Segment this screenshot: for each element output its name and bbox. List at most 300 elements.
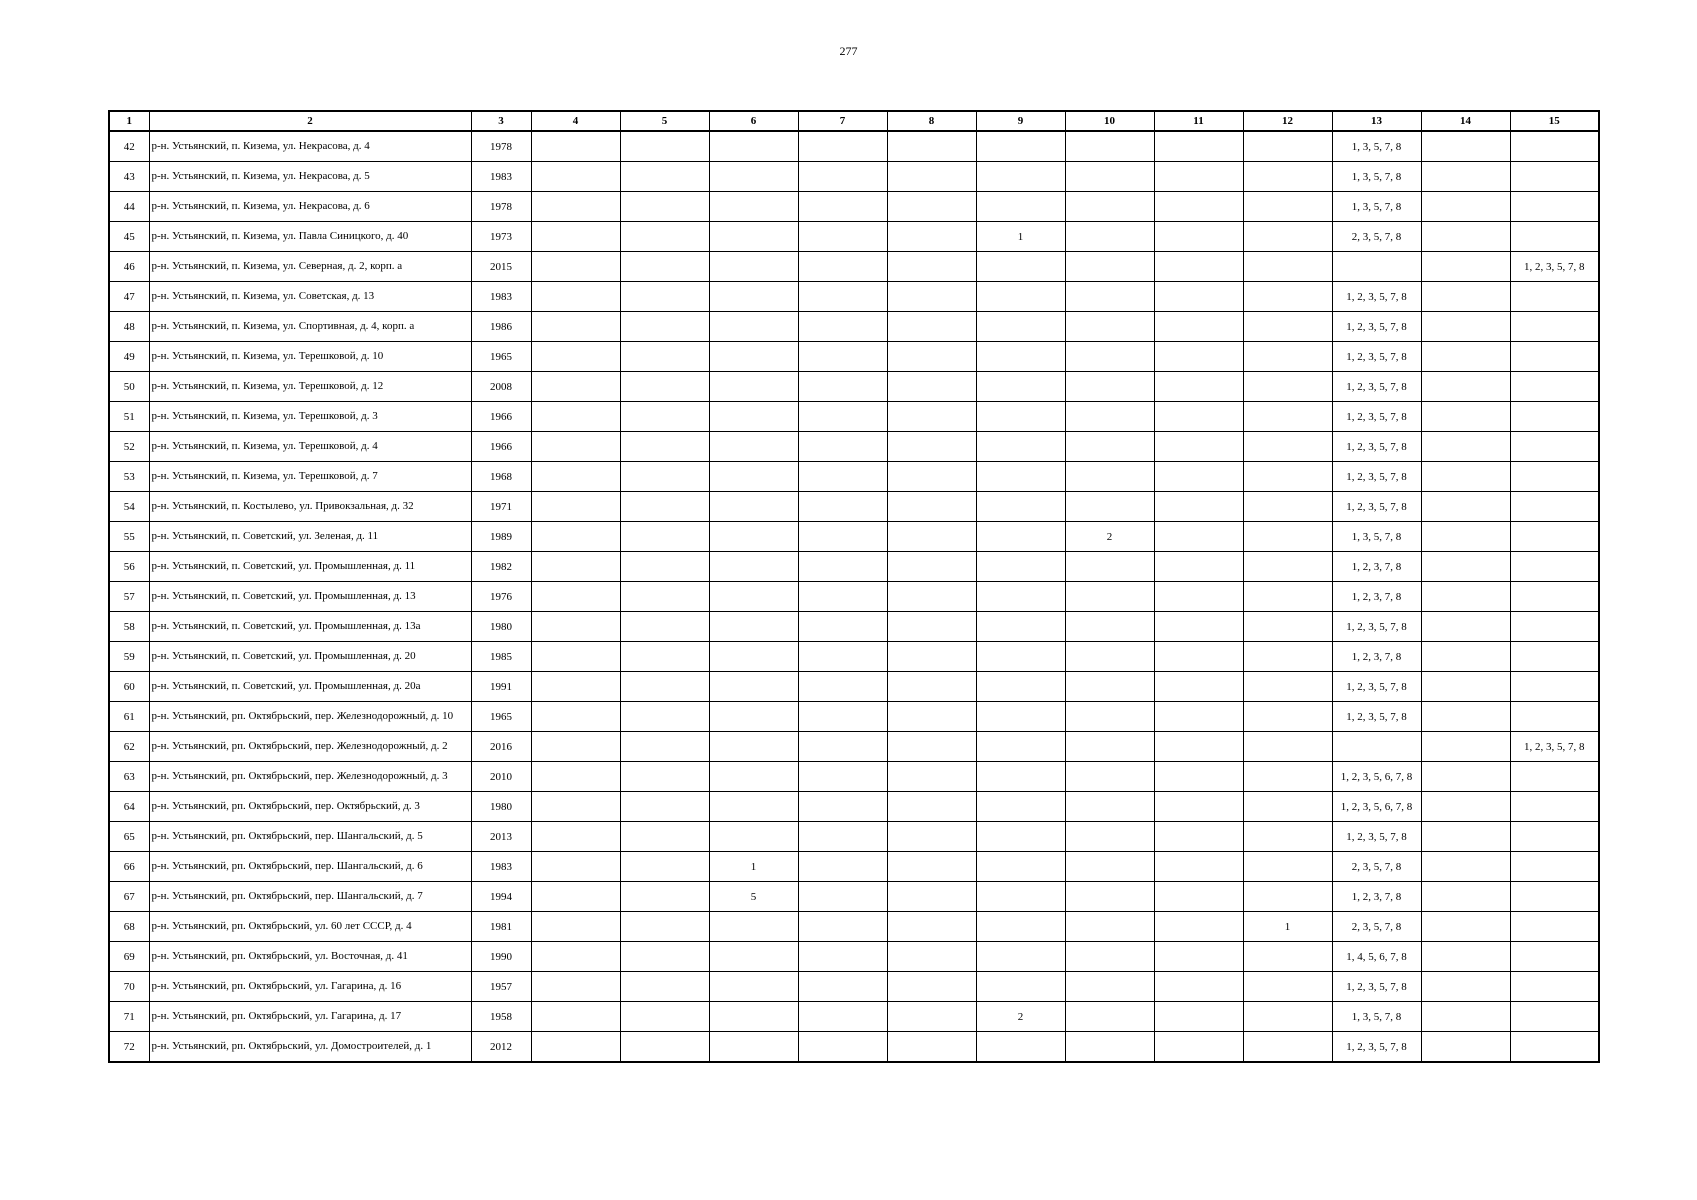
cell-col-11 — [1154, 882, 1243, 912]
cell-col-12 — [1243, 342, 1332, 372]
cell-col-8 — [887, 612, 976, 642]
cell-col-15 — [1510, 882, 1599, 912]
cell-col-6 — [709, 582, 798, 612]
cell-col-14 — [1421, 672, 1510, 702]
cell-col-11 — [1154, 672, 1243, 702]
row-number-cell: 55 — [109, 522, 149, 552]
cell-col-6 — [709, 372, 798, 402]
cell-col-13: 1, 2, 3, 5, 7, 8 — [1332, 822, 1421, 852]
cell-col-12 — [1243, 282, 1332, 312]
table-row — [109, 912, 1599, 942]
address-cell: р-н. Устьянский, рп. Октябрьский, пер. Железнодорожный, д. 10 — [149, 702, 471, 732]
cell-col-9 — [976, 432, 1065, 462]
row-number-cell: 61 — [109, 702, 149, 732]
cell-col-6 — [709, 131, 798, 162]
cell-col-10 — [1065, 222, 1154, 252]
cell-col-13: 1, 2, 3, 5, 7, 8 — [1332, 492, 1421, 522]
cell-col-13: 1, 2, 3, 7, 8 — [1332, 642, 1421, 672]
cell-col-5 — [620, 642, 709, 672]
cell-col-14 — [1421, 342, 1510, 372]
cell-col-15 — [1510, 162, 1599, 192]
table-row — [109, 552, 1599, 582]
year-cell: 1983 — [471, 282, 531, 312]
cell-col-15 — [1510, 1002, 1599, 1032]
table-row — [109, 162, 1599, 192]
cell-col-10 — [1065, 582, 1154, 612]
cell-col-12 — [1243, 312, 1332, 342]
cell-col-12 — [1243, 792, 1332, 822]
cell-col-10 — [1065, 762, 1154, 792]
cell-col-10 — [1065, 672, 1154, 702]
cell-col-13: 1, 2, 3, 5, 7, 8 — [1332, 402, 1421, 432]
cell-col-8 — [887, 702, 976, 732]
cell-col-9 — [976, 762, 1065, 792]
cell-col-8 — [887, 642, 976, 672]
cell-col-8 — [887, 672, 976, 702]
cell-col-10 — [1065, 612, 1154, 642]
cell-col-7 — [798, 972, 887, 1002]
cell-col-6 — [709, 342, 798, 372]
year-cell: 1966 — [471, 402, 531, 432]
row-number-cell: 48 — [109, 312, 149, 342]
cell-col-9 — [976, 612, 1065, 642]
cell-col-4 — [531, 672, 620, 702]
cell-col-13: 1, 2, 3, 5, 7, 8 — [1332, 342, 1421, 372]
cell-col-10 — [1065, 312, 1154, 342]
cell-col-12 — [1243, 162, 1332, 192]
cell-col-10 — [1065, 162, 1154, 192]
table-row — [109, 792, 1599, 822]
cell-col-8 — [887, 432, 976, 462]
table-row — [109, 402, 1599, 432]
cell-col-15 — [1510, 612, 1599, 642]
cell-col-15 — [1510, 852, 1599, 882]
address-cell: р-н. Устьянский, п. Кизема, ул. Некрасова, д. 4 — [149, 131, 471, 162]
cell-col-9 — [976, 852, 1065, 882]
year-cell: 1983 — [471, 852, 531, 882]
cell-col-13: 1, 2, 3, 5, 7, 8 — [1332, 702, 1421, 732]
cell-col-10 — [1065, 792, 1154, 822]
cell-col-6 — [709, 432, 798, 462]
cell-col-5 — [620, 942, 709, 972]
year-cell: 1983 — [471, 162, 531, 192]
row-number-cell: 51 — [109, 402, 149, 432]
cell-col-14 — [1421, 162, 1510, 192]
cell-col-14 — [1421, 762, 1510, 792]
cell-col-7 — [798, 282, 887, 312]
cell-col-10 — [1065, 552, 1154, 582]
cell-col-14 — [1421, 822, 1510, 852]
cell-col-14 — [1421, 552, 1510, 582]
cell-col-15 — [1510, 972, 1599, 1002]
cell-col-14 — [1421, 492, 1510, 522]
cell-col-12 — [1243, 462, 1332, 492]
cell-col-10 — [1065, 192, 1154, 222]
table-row — [109, 972, 1599, 1002]
row-number-cell: 70 — [109, 972, 149, 1002]
cell-col-11 — [1154, 492, 1243, 522]
cell-col-11 — [1154, 342, 1243, 372]
year-cell: 1989 — [471, 522, 531, 552]
address-cell: р-н. Устьянский, рп. Октябрьский, пер. Шангальский, д. 5 — [149, 822, 471, 852]
cell-col-8 — [887, 912, 976, 942]
cell-col-10 — [1065, 492, 1154, 522]
cell-col-8 — [887, 882, 976, 912]
column-header: 10 — [1065, 111, 1154, 131]
cell-col-9 — [976, 252, 1065, 282]
year-cell: 1976 — [471, 582, 531, 612]
table-row — [109, 612, 1599, 642]
cell-col-10 — [1065, 252, 1154, 282]
cell-col-5 — [620, 822, 709, 852]
cell-col-5 — [620, 372, 709, 402]
cell-col-7 — [798, 162, 887, 192]
address-cell: р-н. Устьянский, п. Костылево, ул. Привокзальная, д. 32 — [149, 492, 471, 522]
cell-col-7 — [798, 852, 887, 882]
cell-col-14 — [1421, 222, 1510, 252]
cell-col-4 — [531, 1002, 620, 1032]
cell-col-8 — [887, 1002, 976, 1032]
cell-col-9 — [976, 342, 1065, 372]
cell-col-12 — [1243, 852, 1332, 882]
cell-col-13: 1, 3, 5, 7, 8 — [1332, 1002, 1421, 1032]
cell-col-13: 1, 2, 3, 5, 6, 7, 8 — [1332, 792, 1421, 822]
cell-col-12 — [1243, 402, 1332, 432]
cell-col-9 — [976, 822, 1065, 852]
cell-col-9 — [976, 192, 1065, 222]
table-row — [109, 582, 1599, 612]
cell-col-9 — [976, 492, 1065, 522]
cell-col-5 — [620, 1002, 709, 1032]
table-row — [109, 522, 1599, 552]
cell-col-15 — [1510, 552, 1599, 582]
cell-col-5 — [620, 882, 709, 912]
cell-col-15 — [1510, 312, 1599, 342]
year-cell: 1957 — [471, 972, 531, 1002]
year-cell: 1985 — [471, 642, 531, 672]
cell-col-10 — [1065, 912, 1154, 942]
cell-col-6 — [709, 1002, 798, 1032]
cell-col-4 — [531, 162, 620, 192]
cell-col-15 — [1510, 792, 1599, 822]
cell-col-9 — [976, 282, 1065, 312]
cell-col-7 — [798, 672, 887, 702]
cell-col-6 — [709, 702, 798, 732]
row-number-cell: 52 — [109, 432, 149, 462]
cell-col-12 — [1243, 492, 1332, 522]
cell-col-14 — [1421, 732, 1510, 762]
column-header: 12 — [1243, 111, 1332, 131]
year-cell: 1966 — [471, 432, 531, 462]
address-cell: р-н. Устьянский, п. Кизема, ул. Терешковой, д. 3 — [149, 402, 471, 432]
row-number-cell: 47 — [109, 282, 149, 312]
cell-col-7 — [798, 492, 887, 522]
cell-col-4 — [531, 222, 620, 252]
cell-col-14 — [1421, 462, 1510, 492]
header-row — [109, 111, 1599, 131]
cell-col-12 — [1243, 882, 1332, 912]
row-number-cell: 49 — [109, 342, 149, 372]
cell-col-13: 1, 3, 5, 7, 8 — [1332, 522, 1421, 552]
year-cell: 2012 — [471, 1032, 531, 1063]
cell-col-15 — [1510, 222, 1599, 252]
address-cell: р-н. Устьянский, п. Кизема, ул. Некрасова, д. 5 — [149, 162, 471, 192]
column-header: 2 — [149, 111, 471, 131]
cell-col-8 — [887, 792, 976, 822]
cell-col-7 — [798, 462, 887, 492]
column-header: 7 — [798, 111, 887, 131]
address-cell: р-н. Устьянский, рп. Октябрьский, ул. Домостроителей, д. 1 — [149, 1032, 471, 1063]
cell-col-15 — [1510, 402, 1599, 432]
cell-col-9 — [976, 402, 1065, 432]
cell-col-12 — [1243, 432, 1332, 462]
cell-col-6 — [709, 642, 798, 672]
column-header: 15 — [1510, 111, 1599, 131]
cell-col-9: 1 — [976, 222, 1065, 252]
table-row — [109, 252, 1599, 282]
row-number-cell: 72 — [109, 1032, 149, 1063]
year-cell: 2008 — [471, 372, 531, 402]
cell-col-11 — [1154, 912, 1243, 942]
cell-col-9 — [976, 912, 1065, 942]
cell-col-5 — [620, 762, 709, 792]
year-cell: 2010 — [471, 762, 531, 792]
year-cell: 1971 — [471, 492, 531, 522]
cell-col-6 — [709, 972, 798, 1002]
cell-col-6 — [709, 552, 798, 582]
cell-col-6 — [709, 732, 798, 762]
cell-col-15 — [1510, 282, 1599, 312]
address-cell: р-н. Устьянский, п. Кизема, ул. Павла Синицкого, д. 40 — [149, 222, 471, 252]
cell-col-4 — [531, 192, 620, 222]
cell-col-8 — [887, 402, 976, 432]
year-cell: 1968 — [471, 462, 531, 492]
row-number-cell: 62 — [109, 732, 149, 762]
cell-col-6 — [709, 312, 798, 342]
cell-col-7 — [798, 582, 887, 612]
row-number-cell: 68 — [109, 912, 149, 942]
cell-col-6 — [709, 282, 798, 312]
table-body — [109, 131, 1599, 1062]
cell-col-7 — [798, 912, 887, 942]
cell-col-5 — [620, 312, 709, 342]
address-cell: р-н. Устьянский, рп. Октябрьский, пер. Шангальский, д. 7 — [149, 882, 471, 912]
cell-col-7 — [798, 1032, 887, 1063]
cell-col-10 — [1065, 942, 1154, 972]
address-cell: р-н. Устьянский, рп. Октябрьский, пер. Железнодорожный, д. 3 — [149, 762, 471, 792]
row-number-cell: 42 — [109, 131, 149, 162]
cell-col-4 — [531, 732, 620, 762]
cell-col-11 — [1154, 792, 1243, 822]
table-row — [109, 672, 1599, 702]
cell-col-9 — [976, 312, 1065, 342]
cell-col-13: 1, 2, 3, 5, 6, 7, 8 — [1332, 762, 1421, 792]
cell-col-11 — [1154, 852, 1243, 882]
year-cell: 1965 — [471, 342, 531, 372]
cell-col-7 — [798, 312, 887, 342]
cell-col-12 — [1243, 372, 1332, 402]
cell-col-6: 5 — [709, 882, 798, 912]
cell-col-13: 1, 2, 3, 5, 7, 8 — [1332, 972, 1421, 1002]
cell-col-11 — [1154, 522, 1243, 552]
cell-col-8 — [887, 732, 976, 762]
cell-col-11 — [1154, 552, 1243, 582]
cell-col-13: 1, 2, 3, 7, 8 — [1332, 552, 1421, 582]
address-cell: р-н. Устьянский, рп. Октябрьский, ул. Гагарина, д. 17 — [149, 1002, 471, 1032]
cell-col-4 — [531, 792, 620, 822]
cell-col-12 — [1243, 582, 1332, 612]
cell-col-15: 1, 2, 3, 5, 7, 8 — [1510, 732, 1599, 762]
table-row — [109, 732, 1599, 762]
address-cell: р-н. Устьянский, п. Советский, ул. Промышленная, д. 13а — [149, 612, 471, 642]
column-header: 11 — [1154, 111, 1243, 131]
row-number-cell: 59 — [109, 642, 149, 672]
cell-col-8 — [887, 282, 976, 312]
cell-col-6 — [709, 522, 798, 552]
row-number-cell: 54 — [109, 492, 149, 522]
cell-col-13: 1, 2, 3, 5, 7, 8 — [1332, 282, 1421, 312]
cell-col-15 — [1510, 342, 1599, 372]
cell-col-7 — [798, 342, 887, 372]
cell-col-5 — [620, 582, 709, 612]
cell-col-13: 1, 4, 5, 6, 7, 8 — [1332, 942, 1421, 972]
cell-col-11 — [1154, 822, 1243, 852]
column-header: 8 — [887, 111, 976, 131]
table-row — [109, 462, 1599, 492]
table-row — [109, 131, 1599, 162]
address-cell: р-н. Устьянский, рп. Октябрьский, ул. Гагарина, д. 16 — [149, 972, 471, 1002]
cell-col-11 — [1154, 432, 1243, 462]
cell-col-11 — [1154, 612, 1243, 642]
cell-col-14 — [1421, 582, 1510, 612]
cell-col-7 — [798, 702, 887, 732]
year-cell: 1986 — [471, 312, 531, 342]
cell-col-14 — [1421, 612, 1510, 642]
cell-col-14 — [1421, 522, 1510, 552]
cell-col-14 — [1421, 882, 1510, 912]
cell-col-12 — [1243, 732, 1332, 762]
table-row — [109, 1032, 1599, 1063]
cell-col-12 — [1243, 1002, 1332, 1032]
table-row — [109, 1002, 1599, 1032]
cell-col-14 — [1421, 1002, 1510, 1032]
cell-col-15 — [1510, 582, 1599, 612]
table-row — [109, 882, 1599, 912]
cell-col-5 — [620, 732, 709, 762]
row-number-cell: 43 — [109, 162, 149, 192]
cell-col-15 — [1510, 672, 1599, 702]
cell-col-11 — [1154, 282, 1243, 312]
row-number-cell: 50 — [109, 372, 149, 402]
cell-col-9 — [976, 131, 1065, 162]
cell-col-5 — [620, 252, 709, 282]
cell-col-8 — [887, 162, 976, 192]
cell-col-13: 1, 2, 3, 5, 7, 8 — [1332, 672, 1421, 702]
cell-col-4 — [531, 522, 620, 552]
cell-col-6 — [709, 252, 798, 282]
cell-col-5 — [620, 131, 709, 162]
cell-col-13: 1, 2, 3, 7, 8 — [1332, 582, 1421, 612]
cell-col-7 — [798, 792, 887, 822]
cell-col-4 — [531, 612, 620, 642]
cell-col-6 — [709, 912, 798, 942]
cell-col-11 — [1154, 402, 1243, 432]
column-header: 6 — [709, 111, 798, 131]
year-cell: 1958 — [471, 1002, 531, 1032]
cell-col-12 — [1243, 131, 1332, 162]
cell-col-9 — [976, 792, 1065, 822]
cell-col-4 — [531, 282, 620, 312]
cell-col-7 — [798, 252, 887, 282]
cell-col-12 — [1243, 822, 1332, 852]
cell-col-10 — [1065, 372, 1154, 402]
cell-col-6 — [709, 492, 798, 522]
cell-col-4 — [531, 432, 620, 462]
cell-col-4 — [531, 492, 620, 522]
cell-col-9 — [976, 372, 1065, 402]
table-row — [109, 702, 1599, 732]
cell-col-12 — [1243, 612, 1332, 642]
cell-col-9 — [976, 522, 1065, 552]
cell-col-11 — [1154, 162, 1243, 192]
cell-col-10 — [1065, 1032, 1154, 1063]
cell-col-5 — [620, 672, 709, 702]
cell-col-6 — [709, 1032, 798, 1063]
cell-col-15 — [1510, 492, 1599, 522]
cell-col-8 — [887, 822, 976, 852]
address-cell: р-н. Устьянский, п. Кизема, ул. Терешковой, д. 4 — [149, 432, 471, 462]
cell-col-8 — [887, 582, 976, 612]
cell-col-11 — [1154, 972, 1243, 1002]
address-cell: р-н. Устьянский, рп. Октябрьский, пер. Железнодорожный, д. 2 — [149, 732, 471, 762]
column-header: 4 — [531, 111, 620, 131]
cell-col-5 — [620, 1032, 709, 1063]
cell-col-14 — [1421, 792, 1510, 822]
cell-col-11 — [1154, 642, 1243, 672]
column-header: 1 — [109, 111, 149, 131]
address-cell: р-н. Устьянский, рп. Октябрьский, ул. 60 лет СССР, д. 4 — [149, 912, 471, 942]
cell-col-13: 1, 2, 3, 7, 8 — [1332, 882, 1421, 912]
cell-col-14 — [1421, 432, 1510, 462]
cell-col-7 — [798, 402, 887, 432]
cell-col-8 — [887, 942, 976, 972]
cell-col-4 — [531, 582, 620, 612]
cell-col-9 — [976, 642, 1065, 672]
cell-col-4 — [531, 702, 620, 732]
row-number-cell: 45 — [109, 222, 149, 252]
cell-col-5 — [620, 462, 709, 492]
column-header: 13 — [1332, 111, 1421, 131]
table-row — [109, 762, 1599, 792]
year-cell: 2016 — [471, 732, 531, 762]
cell-col-5 — [620, 162, 709, 192]
cell-col-11 — [1154, 222, 1243, 252]
cell-col-7 — [798, 882, 887, 912]
cell-col-11 — [1154, 942, 1243, 972]
cell-col-12 — [1243, 972, 1332, 1002]
cell-col-8 — [887, 131, 976, 162]
cell-col-9 — [976, 732, 1065, 762]
year-cell: 1978 — [471, 192, 531, 222]
cell-col-12: 1 — [1243, 912, 1332, 942]
cell-col-15 — [1510, 432, 1599, 462]
cell-col-8 — [887, 522, 976, 552]
cell-col-13: 1, 3, 5, 7, 8 — [1332, 162, 1421, 192]
address-cell: р-н. Устьянский, п. Советский, ул. Зеленая, д. 11 — [149, 522, 471, 552]
cell-col-4 — [531, 942, 620, 972]
cell-col-13: 1, 2, 3, 5, 7, 8 — [1332, 462, 1421, 492]
cell-col-5 — [620, 492, 709, 522]
